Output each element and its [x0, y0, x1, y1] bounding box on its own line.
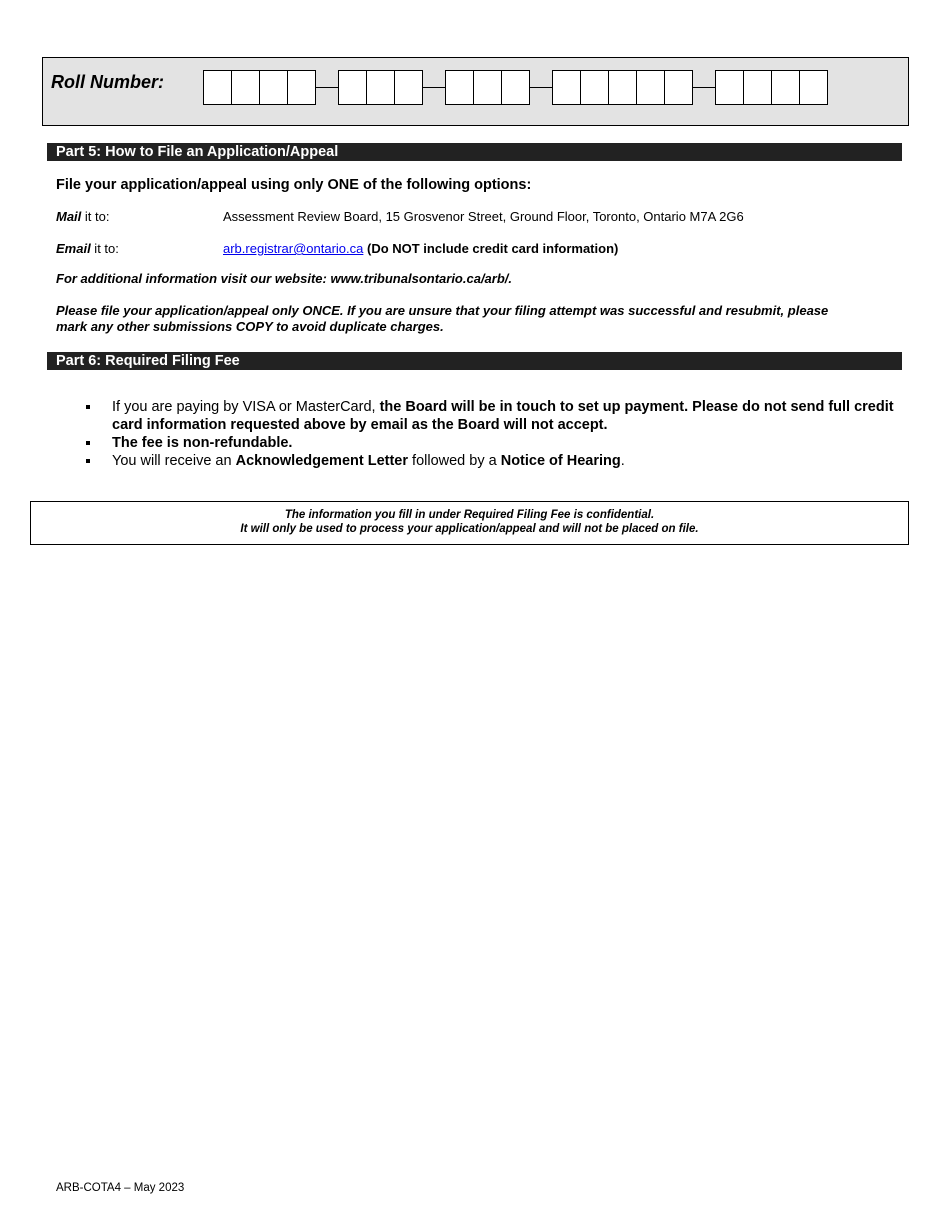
roll-digit-field[interactable]	[636, 70, 665, 105]
roll-number-box	[42, 57, 909, 126]
roll-digit-field[interactable]	[580, 70, 609, 105]
roll-digit-field[interactable]	[715, 70, 744, 105]
roll-digit-field[interactable]	[445, 70, 474, 105]
roll-digit-field[interactable]	[799, 70, 828, 105]
roll-digit-field[interactable]	[743, 70, 772, 105]
roll-number-separator	[316, 87, 338, 88]
email-label-rest: it to:	[90, 241, 119, 256]
part5-instruction: File your application/appeal using only ONE of the following options:	[56, 177, 532, 193]
roll-number-group	[445, 70, 530, 105]
notice-line1: The information you fill in under Required Filing Fee is confidential.	[284, 509, 655, 521]
confidentiality-notice	[30, 501, 909, 545]
bullet-icon	[86, 405, 90, 409]
roll-digit-field[interactable]	[338, 70, 367, 105]
mail-label-rest: it to:	[81, 209, 110, 224]
roll-number-label: Roll Number:	[51, 72, 165, 92]
roll-digit-field[interactable]	[608, 70, 637, 105]
part6-heading: Part 6: Required Filing Fee	[47, 352, 902, 370]
bullet-icon	[86, 441, 90, 445]
ack-text-a: You will receive an	[112, 453, 236, 469]
notice-line2: It will only be used to process your application/appeal and will not be placed on file.	[240, 523, 699, 535]
roll-digit-field[interactable]	[394, 70, 423, 105]
email-value	[223, 241, 618, 256]
ack-text-e: .	[620, 453, 625, 469]
mail-label-bold: Mail	[56, 209, 82, 224]
roll-digit-field[interactable]	[473, 70, 502, 105]
roll-number-separator	[423, 87, 445, 88]
mail-address: Assessment Review Board, 15 Grosvenor Street, Ground Floor, Toronto, Ontario M7A 2G6	[223, 209, 744, 224]
mail-row	[56, 209, 109, 224]
roll-digit-field[interactable]	[501, 70, 530, 105]
roll-digit-field[interactable]	[203, 70, 232, 105]
email-link[interactable]: arb.registrar@ontario.ca	[223, 241, 364, 256]
roll-number-separator	[530, 87, 552, 88]
roll-digit-field[interactable]	[552, 70, 581, 105]
file-once-line1: Please file your application/appeal only ONCE. If you are unsure that your filing attempt was successful and resubmit, please	[56, 303, 829, 318]
file-once-line2: mark any other submissions COPY to avoid duplicate charges.	[56, 319, 444, 334]
fee-list	[86, 398, 896, 470]
roll-number-group	[552, 70, 693, 105]
bullet-icon	[86, 459, 90, 463]
fee-bullet-payment	[86, 398, 896, 434]
fee-payment-normal: If you are paying by VISA or MasterCard,	[112, 399, 380, 415]
email-label-bold: Email	[56, 241, 91, 256]
roll-digit-field[interactable]	[366, 70, 395, 105]
roll-digit-field[interactable]	[231, 70, 260, 105]
part5-heading: Part 5: How to File an Application/Appeal	[47, 143, 902, 161]
notice-of-hearing: Notice of Hearing	[500, 453, 621, 469]
roll-number-separator	[693, 87, 715, 88]
form-id-footer: ARB-COTA4 – May 2023	[56, 1182, 185, 1194]
additional-info: For additional information visit our website: www.tribunalsontario.ca/arb/.	[56, 271, 513, 286]
roll-digit-field[interactable]	[664, 70, 693, 105]
ack-text-c: followed by a	[408, 453, 501, 469]
roll-digit-field[interactable]	[287, 70, 316, 105]
ack-letter: Acknowledgement Letter	[235, 453, 409, 469]
roll-digit-field[interactable]	[771, 70, 800, 105]
fee-bullet-acknowledgement	[86, 452, 896, 470]
roll-number-group	[715, 70, 828, 105]
file-once-notice	[56, 303, 828, 335]
roll-number-group	[338, 70, 423, 105]
fee-bullet-nonrefundable	[86, 434, 896, 452]
roll-number-fields	[203, 70, 828, 105]
fee-payment-bold: the Board will be in touch to set up payment. Please do not send full credit card information requested above by email as the Board will not accept.	[112, 399, 894, 433]
fee-nonrefundable: The fee is non-refundable.	[112, 435, 293, 451]
email-row	[56, 241, 119, 256]
roll-digit-field[interactable]	[259, 70, 288, 105]
roll-number-group	[203, 70, 316, 105]
email-note: (Do NOT include credit card information)	[363, 241, 619, 256]
